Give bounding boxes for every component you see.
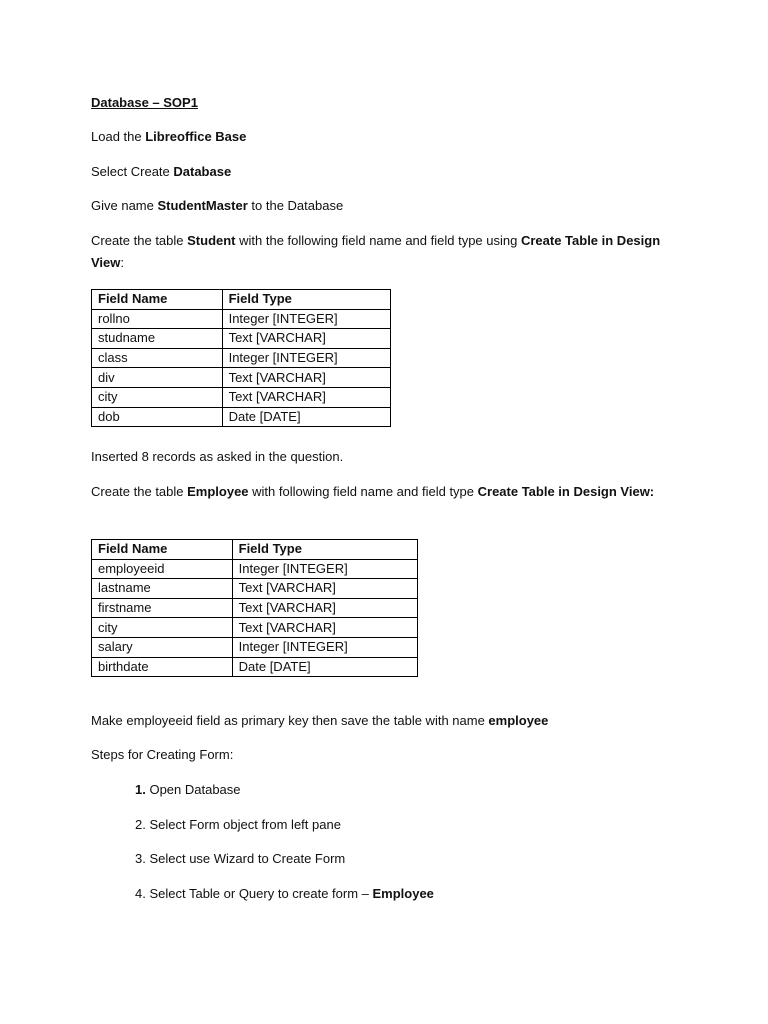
paragraph-inserted-records: Inserted 8 records as asked in the question. (91, 449, 344, 464)
step-item (135, 814, 341, 836)
paragraph-steps-heading: Steps for Creating Form: (91, 747, 234, 762)
employee-fields-table (91, 539, 418, 677)
table-row (92, 579, 418, 599)
text: : (120, 255, 125, 270)
paragraph-create-student (91, 230, 661, 274)
column-header: Field Type (232, 540, 417, 560)
field-type-cell: Integer [INTEGER] (222, 309, 390, 329)
paragraph-create-employee (91, 481, 661, 503)
paragraph-select-create (91, 161, 231, 183)
step-text: Select Form object from left pane (145, 817, 341, 832)
field-type-cell: Integer [INTEGER] (222, 348, 390, 368)
column-header: Field Name (92, 540, 233, 560)
text: Load the (91, 129, 146, 144)
text: with following field name and field type (248, 484, 478, 499)
student-fields-table (91, 289, 391, 427)
step-number: 4. (135, 886, 146, 901)
bold-text: Employee (187, 484, 249, 499)
table-row (92, 368, 391, 388)
field-type-cell: Text [VARCHAR] (232, 598, 417, 618)
step-text: Select use Wizard to Create Form (145, 851, 346, 866)
field-name-cell: studname (92, 329, 223, 349)
table-header-row (92, 540, 418, 560)
text: Create the table (91, 233, 188, 248)
paragraph-primary-key (91, 710, 548, 732)
step-text: Select Table or Query to create form – (145, 886, 373, 901)
field-type-cell: Text [VARCHAR] (222, 329, 390, 349)
field-type-cell: Date [DATE] (232, 657, 417, 677)
bold-text: StudentMaster (157, 198, 248, 213)
table-row (92, 329, 391, 349)
table-row (92, 387, 391, 407)
table-row (92, 637, 418, 657)
table-row (92, 657, 418, 677)
text: Make employeeid field as primary key then save the table with name (91, 713, 489, 728)
step-text: Open Database (145, 782, 241, 797)
field-type-cell: Date [DATE] (222, 407, 390, 427)
column-header: Field Name (92, 290, 223, 310)
table-row (92, 598, 418, 618)
field-name-cell: lastname (92, 579, 233, 599)
text: to the Database (247, 198, 344, 213)
step-number: 3. (135, 851, 146, 866)
field-name-cell: employeeid (92, 559, 233, 579)
text: with the following field name and field type using (235, 233, 521, 248)
table-row (92, 618, 418, 638)
field-name-cell: salary (92, 637, 233, 657)
paragraph-load-base (91, 126, 246, 148)
text: Give name (91, 198, 158, 213)
field-type-cell: Integer [INTEGER] (232, 559, 417, 579)
bold-text: employee (488, 713, 549, 728)
table-row (92, 309, 391, 329)
field-type-cell: Text [VARCHAR] (222, 387, 390, 407)
bold-text: Create Table in Design View (91, 233, 661, 270)
field-name-cell: city (92, 618, 233, 638)
field-type-cell: Text [VARCHAR] (222, 368, 390, 388)
column-header: Field Type (222, 290, 390, 310)
field-type-cell: Text [VARCHAR] (232, 579, 417, 599)
field-name-cell: city (92, 387, 223, 407)
step-item (135, 883, 434, 905)
step-number: 1. (135, 782, 146, 797)
table-row (92, 407, 391, 427)
table-row (92, 348, 391, 368)
text: Select Create (91, 164, 174, 179)
field-type-cell: Integer [INTEGER] (232, 637, 417, 657)
document-title: Database – SOP1 (91, 95, 198, 110)
field-name-cell: class (92, 348, 223, 368)
bold-text: Database (173, 164, 232, 179)
field-name-cell: birthdate (92, 657, 233, 677)
bold-text: Create Table in Design View: (477, 484, 655, 499)
table-header-row (92, 290, 391, 310)
text: Create the table (91, 484, 188, 499)
bold-text: Student (187, 233, 236, 248)
bold-text: Employee (372, 886, 434, 901)
bold-text: Libreoffice Base (145, 129, 247, 144)
field-name-cell: dob (92, 407, 223, 427)
step-item (135, 848, 345, 870)
table-row (92, 559, 418, 579)
field-name-cell: div (92, 368, 223, 388)
field-type-cell: Text [VARCHAR] (232, 618, 417, 638)
field-name-cell: rollno (92, 309, 223, 329)
paragraph-give-name (91, 195, 343, 217)
step-item (135, 779, 241, 801)
field-name-cell: firstname (92, 598, 233, 618)
step-number: 2. (135, 817, 146, 832)
